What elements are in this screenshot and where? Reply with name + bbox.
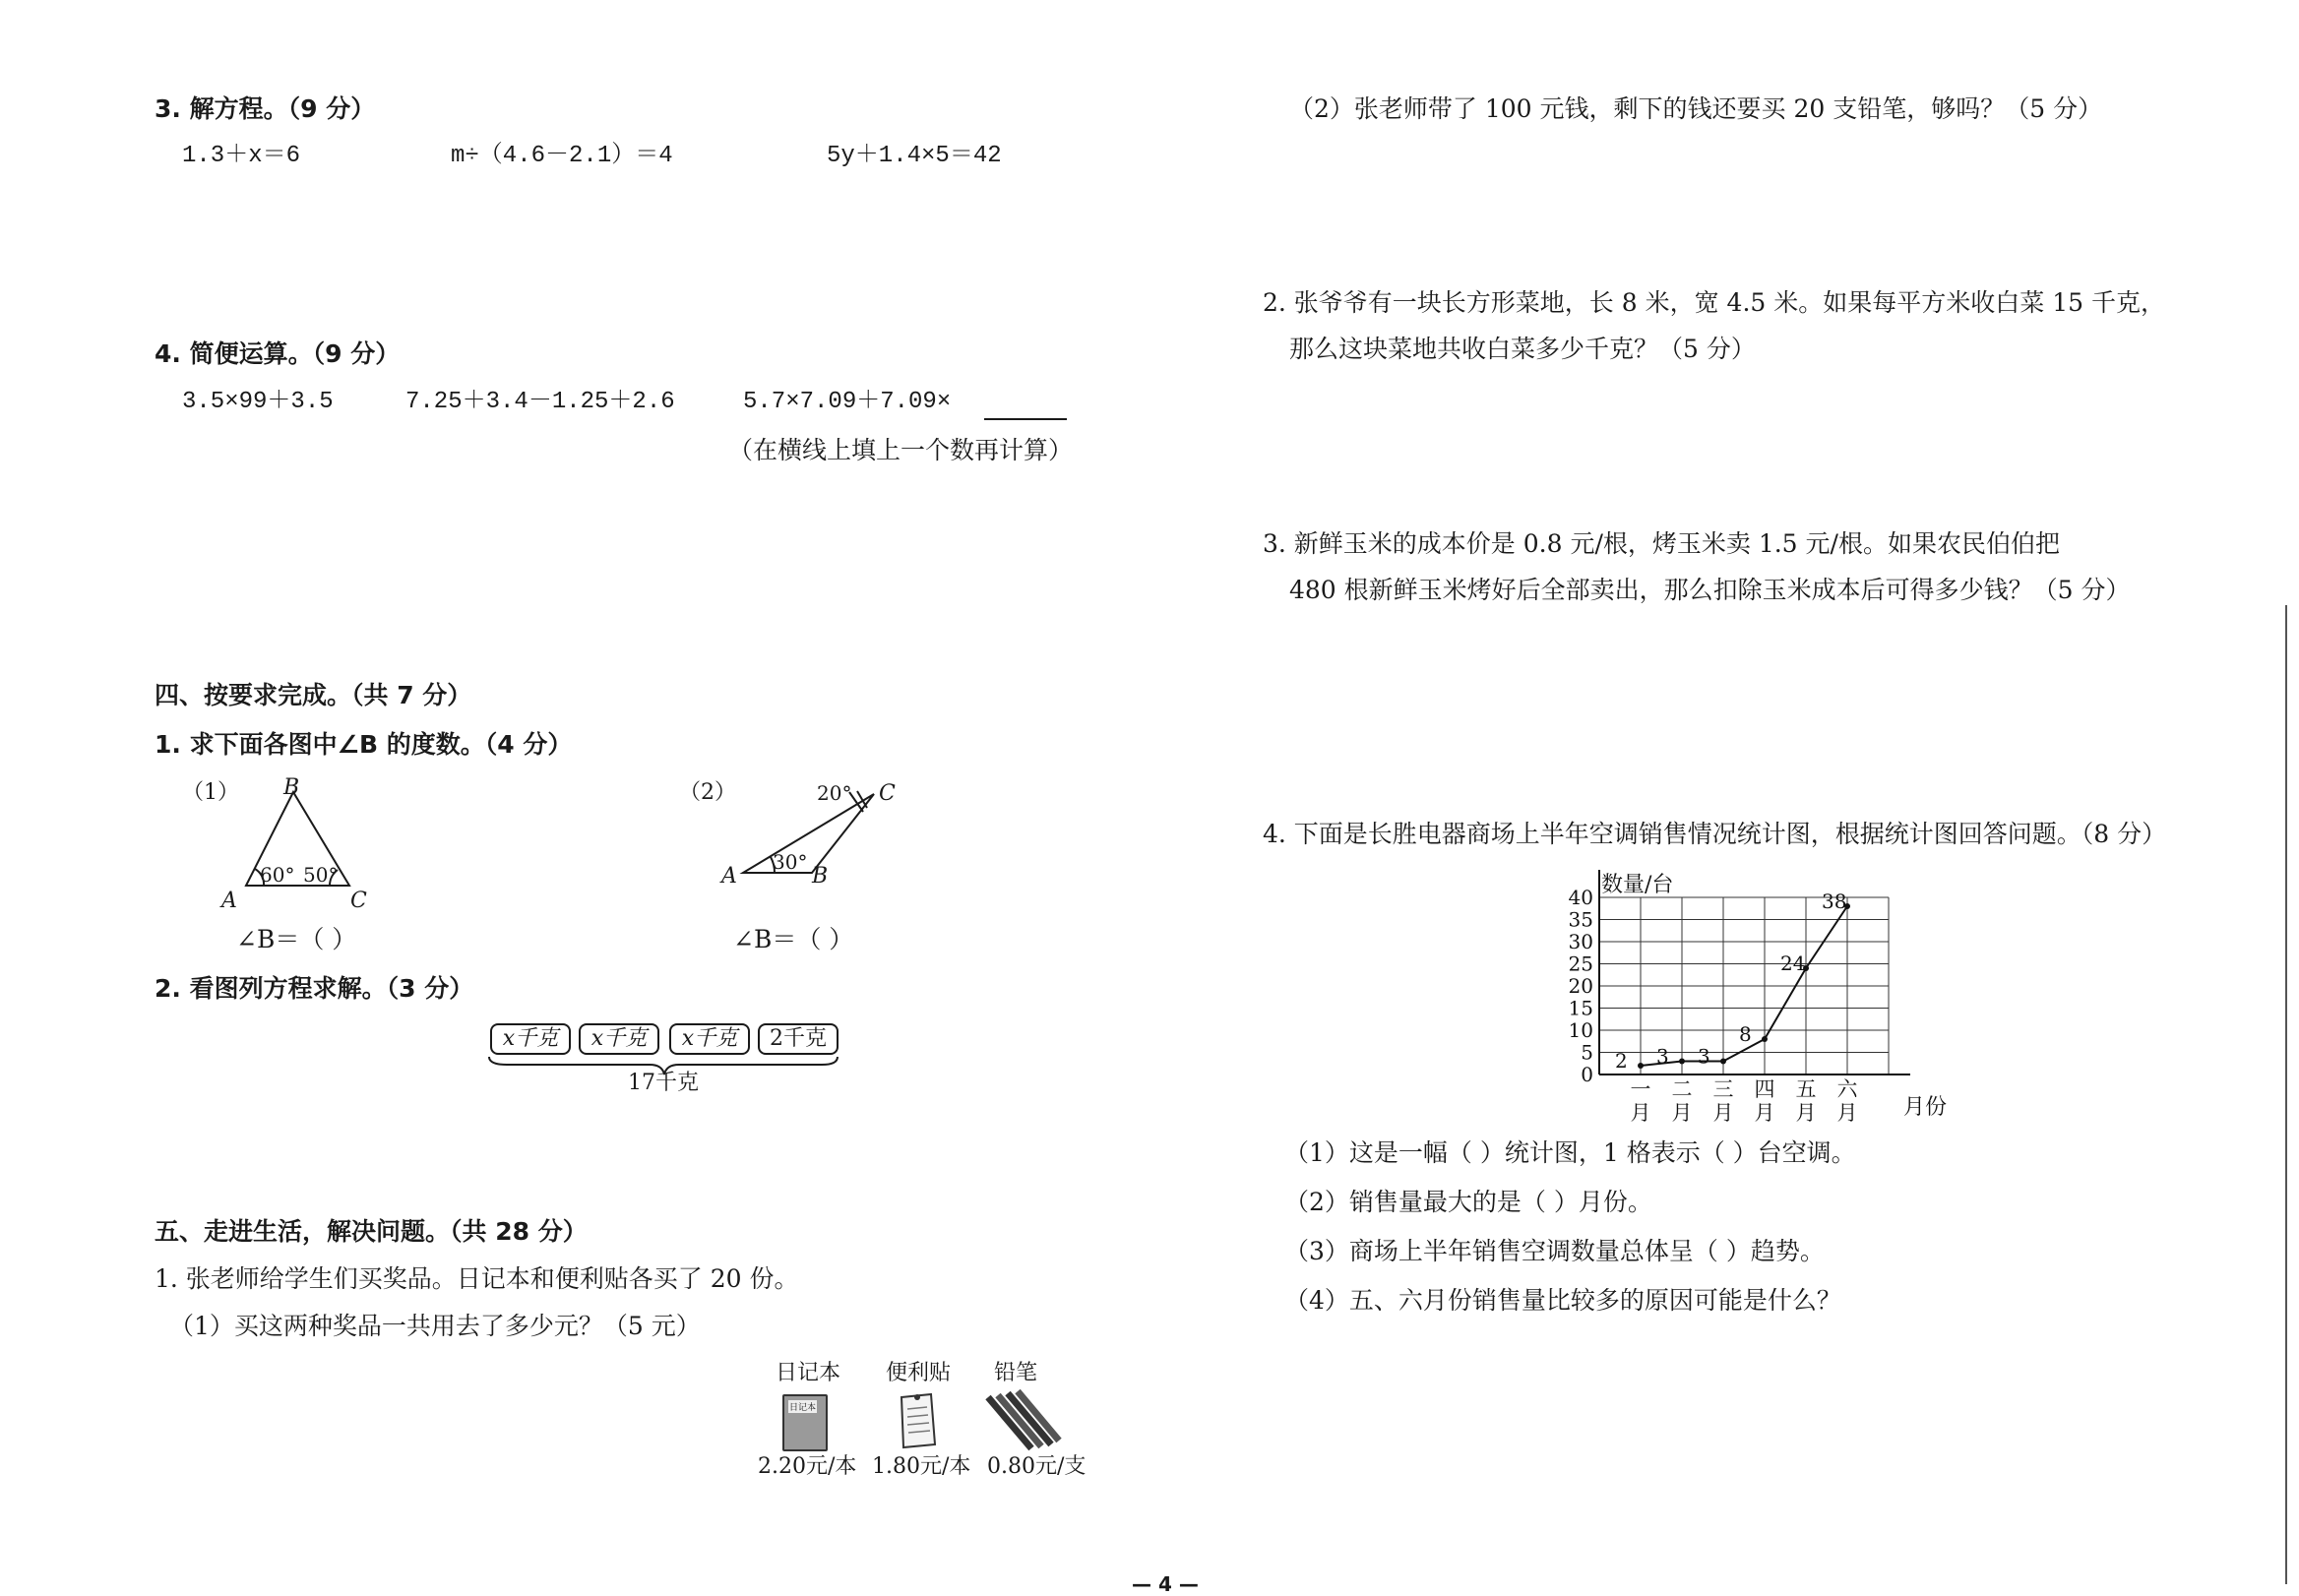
x-tick-label-top: 六 xyxy=(1836,1077,1858,1101)
x-tick-label-bottom: 月 xyxy=(1754,1101,1775,1125)
expression-2: 7.25＋3.4－1.25＋2.6 xyxy=(405,389,675,415)
data-label: 2 xyxy=(1615,1049,1628,1073)
fig2-angle-c: 20° xyxy=(817,781,852,805)
y-tick-label: 5 xyxy=(1581,1040,1593,1065)
sticky-note-icon xyxy=(896,1391,939,1450)
y-tick-label: 40 xyxy=(1568,886,1593,909)
fig2-angle-a: 30° xyxy=(773,850,808,874)
sec4-q2: 2. 看图列方程求解。（3 分） xyxy=(155,974,474,1003)
diary-icon xyxy=(782,1394,828,1451)
x-tick-label-top: 四 xyxy=(1754,1077,1775,1101)
y-tick-label: 20 xyxy=(1568,974,1593,998)
x-tick-label-top: 二 xyxy=(1671,1077,1693,1101)
segment-box-2: x千克 xyxy=(579,1023,659,1055)
segment-box-3: x千克 xyxy=(669,1023,750,1055)
sec5-q2-line1: 2. 张爷爷有一块长方形菜地，长 8 米，宽 4.5 米。如果每平方米收白菜 15 千克， xyxy=(1263,288,2165,317)
fig1-vertex-a: A xyxy=(221,889,237,913)
item-sticky-price: 1.80元/本 xyxy=(872,1454,971,1479)
diary-cover-label: 日记本 xyxy=(788,1400,817,1413)
data-point xyxy=(1679,1059,1685,1065)
expression-3-note: （在横线上填上一个数再计算） xyxy=(728,436,1074,464)
expression-1: 3.5×99＋3.5 xyxy=(182,389,334,415)
fig1-vertex-c: C xyxy=(350,889,367,913)
y-tick-label: 35 xyxy=(1568,907,1593,932)
fill-blank-line[interactable] xyxy=(984,418,1067,420)
sec5-q4: 4. 下面是长胜电器商场上半年空调销售情况统计图，根据统计图回答问题。（8 分） xyxy=(1263,820,2167,848)
q3-title: 3. 解方程。（9 分） xyxy=(155,94,376,123)
triangle-figure-1 xyxy=(217,777,384,915)
section-5-title: 五、走进生活，解决问题。（共 28 分） xyxy=(155,1217,588,1246)
sales-line-chart xyxy=(1545,856,1958,1125)
x-tick-label-bottom: 月 xyxy=(1712,1101,1734,1125)
sec5-q3-line1: 3. 新鲜玉米的成本价是 0.8 元/根，烤玉米卖 1.5 元/根。如果农民伯伯把 xyxy=(1263,529,2060,558)
fig1-vertex-b: B xyxy=(283,775,300,800)
total-label: 17千克 xyxy=(628,1071,699,1095)
y-tick-label: 30 xyxy=(1568,930,1593,953)
y-tick-label: 10 xyxy=(1568,1018,1593,1042)
data-label: 24 xyxy=(1780,951,1806,975)
item-diary-name: 日记本 xyxy=(776,1361,841,1385)
x-axis-label: 月份 xyxy=(1903,1095,1948,1120)
x-tick-label-top: 一 xyxy=(1630,1077,1651,1101)
fig2-answer: ∠B＝（ ） xyxy=(733,925,854,953)
x-tick-label-bottom: 月 xyxy=(1671,1101,1693,1125)
section-4-title: 四、按要求完成。（共 7 分） xyxy=(155,681,472,709)
equation-2: m÷（4.6－2.1）＝4 xyxy=(451,143,673,169)
fig1-answer: ∠B＝（ ） xyxy=(236,925,357,953)
equation-3: 5y＋1.4×5＝42 xyxy=(827,143,1002,169)
y-tick-label: 15 xyxy=(1568,996,1593,1020)
q4-sub-4: （4）五、六月份销售量比较多的原因可能是什么？ xyxy=(1284,1286,1841,1315)
fig2-vertex-c: C xyxy=(879,781,896,806)
data-label: 8 xyxy=(1739,1022,1752,1046)
fig2-vertex-b: B xyxy=(812,864,829,889)
y-tick-label: 0 xyxy=(1581,1063,1593,1086)
x-tick-label-top: 三 xyxy=(1712,1077,1734,1101)
sec5-q1-part2: （2）张老师带了 100 元钱，剩下的钱还要买 20 支铅笔，够吗？（5 分） xyxy=(1289,94,2103,123)
fig2-label: （2） xyxy=(679,780,736,805)
item-pencil-price: 0.80元/支 xyxy=(987,1454,1087,1479)
equation-1: 1.3＋x＝6 xyxy=(182,143,301,169)
segment-box-4: 2千克 xyxy=(758,1023,839,1055)
y-axis-label: 数量/台 xyxy=(1601,873,1674,897)
sec5-q1: 1. 张老师给学生们买奖品。日记本和便利贴各买了 20 份。 xyxy=(155,1264,799,1293)
data-point xyxy=(1638,1063,1644,1069)
fig2-vertex-a: A xyxy=(721,864,737,889)
fig1-label: （1） xyxy=(182,780,239,805)
item-diary-price: 2.20元/本 xyxy=(758,1454,857,1479)
triangle-figure-2 xyxy=(714,772,910,890)
item-sticky-name: 便利贴 xyxy=(886,1361,952,1385)
x-tick-label-bottom: 月 xyxy=(1836,1101,1858,1125)
q4-sub-1: （1）这是一幅（ ）统计图，1 格表示（ ）台空调。 xyxy=(1284,1138,1856,1167)
item-pencil-name: 铅笔 xyxy=(994,1361,1038,1385)
q4-sub-2: （2）销售量最大的是（ ）月份。 xyxy=(1284,1188,1652,1216)
data-label: 38 xyxy=(1822,890,1847,913)
q4-sub-3: （3）商场上半年销售空调数量总体呈（ ）趋势。 xyxy=(1284,1237,1825,1265)
data-point xyxy=(1720,1059,1726,1065)
data-label: 3 xyxy=(1698,1044,1710,1069)
expression-3: 5.7×7.09＋7.09× xyxy=(743,389,952,415)
fig1-angle-c: 50° xyxy=(303,863,339,887)
y-tick-label: 25 xyxy=(1568,951,1593,976)
sec4-q1: 1. 求下面各图中∠B 的度数。（4 分） xyxy=(155,730,573,759)
page-number: — 4 — xyxy=(1132,1572,1199,1596)
q4-title: 4. 简便运算。（9 分） xyxy=(155,339,401,368)
data-point xyxy=(1762,1036,1768,1042)
sec5-q1-part1: （1）买这两种奖品一共用去了多少元？（5 元） xyxy=(169,1312,701,1340)
fig1-angle-a: 60° xyxy=(260,863,295,887)
x-tick-label-bottom: 月 xyxy=(1630,1101,1651,1125)
x-tick-label-bottom: 月 xyxy=(1795,1101,1817,1125)
segment-box-1: x千克 xyxy=(490,1023,571,1055)
pencils-icon xyxy=(982,1391,1061,1452)
sec5-q3-line2: 480 根新鲜玉米烤好后全部卖出，那么扣除玉米成本后可得多少钱？（5 分） xyxy=(1289,576,2131,604)
right-margin-line xyxy=(2285,605,2287,1584)
sec5-q2-line2: 那么这块菜地共收白菜多少千克？（5 分） xyxy=(1289,335,1756,363)
data-label: 3 xyxy=(1656,1044,1669,1069)
x-tick-label-top: 五 xyxy=(1795,1077,1817,1101)
